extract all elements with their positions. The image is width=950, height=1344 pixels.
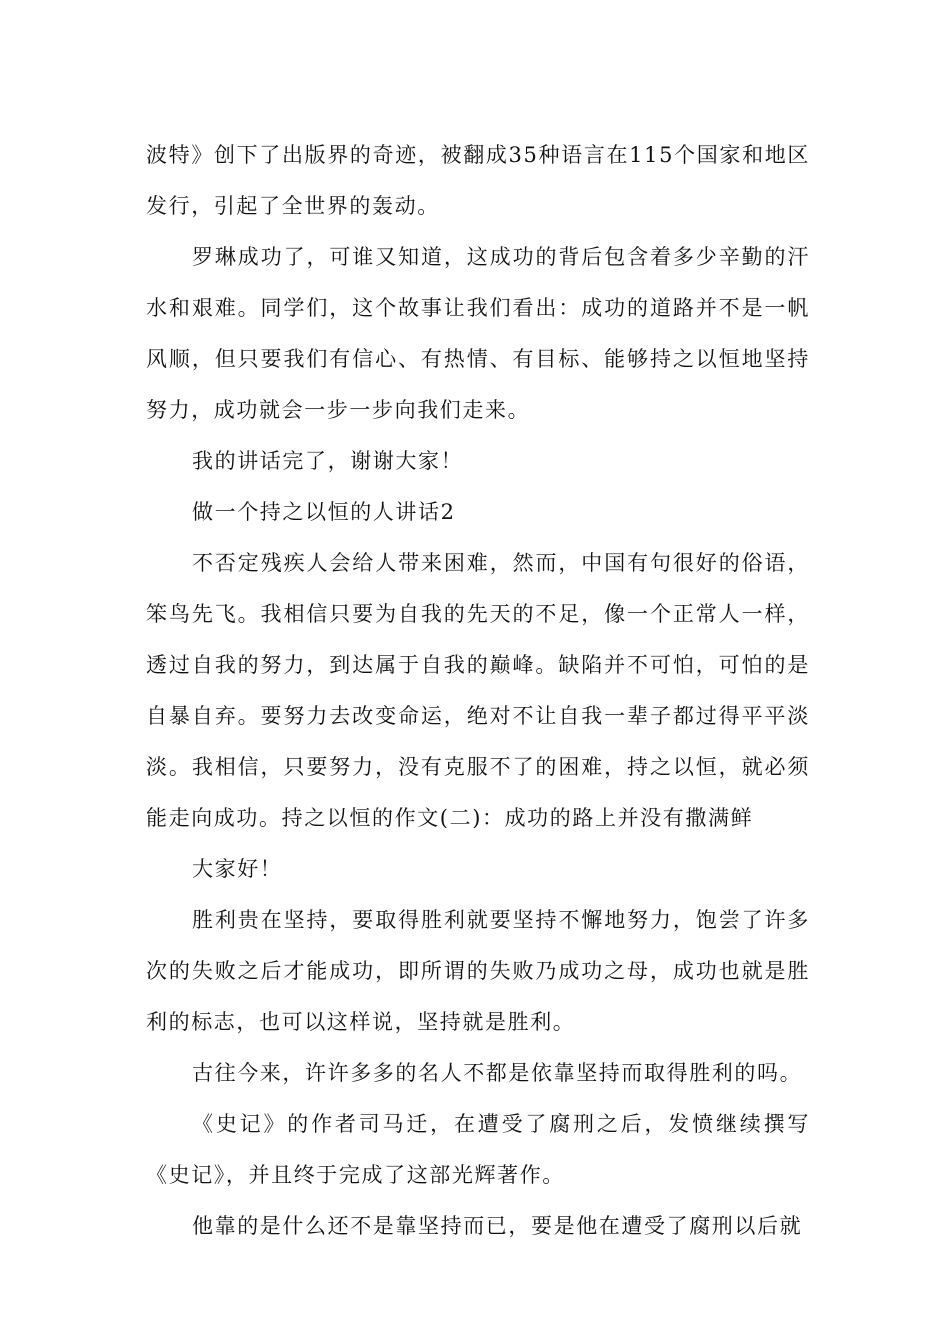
document-body <box>146 130 810 1252</box>
section-heading: 做一个持之以恒的人讲话2 <box>192 500 456 524</box>
paragraph-sima-qian: 《史记》的作者司马迁，在遭受了腐刑之后，发愤继续撰写《史记》，并且终于完成了这部光辉著作。 <box>146 1112 810 1187</box>
paragraph-continuation: 波特》创下了出版界的奇迹，被翻成35种语言在115个国家和地区发行，引起了全世界的轰动。 <box>146 143 810 218</box>
paragraph-greeting: 大家好！ <box>192 857 283 881</box>
paragraph-persistence: 胜利贵在坚持，要取得胜利就要坚持不懈地努力，饱尝了许多次的失败之后才能成功，即所谓的失败乃成功之母，成功也就是胜利的标志，也可以这样说，坚持就是胜利。 <box>146 908 810 1034</box>
paragraph-disability: 不否定残疾人会给人带来困难，然而，中国有句很好的俗语，笨鸟先飞。我相信只要为自我的先天的不足，像一个正常人一样，透过自我的努力，到达属于自我的巅峰。缺陷并不可怕，可怕的是自暴自弃。要努力去改变命运，绝对不让自我一辈子都过得平平淡淡。我相信，只要努力，没有克服不了的困难，持之以恒，就必须能走向成功。持之以恒的作文(二)：成功的路上并没有撒满鲜 <box>146 551 810 830</box>
paragraph-what-he-relied-on: 他靠的是什么还不是靠坚持而已，要是他在遭受了腐刑以后就 <box>192 1214 803 1238</box>
paragraph-famous-people: 古往今来，许许多多的名人不都是依靠坚持而取得胜利的吗。 <box>192 1061 803 1085</box>
paragraph-rowling: 罗琳成功了，可谁又知道，这成功的背后包含着多少辛勤的汗水和艰难。同学们，这个故事让我们看出：成功的道路并不是一帆风顺，但只要我们有信心、有热情、有目标、能够持之以恒地坚持努力，成功就会一步一步向我们走来。 <box>146 245 810 422</box>
paragraph-closing-thanks: 我的讲话完了，谢谢大家！ <box>192 449 464 473</box>
